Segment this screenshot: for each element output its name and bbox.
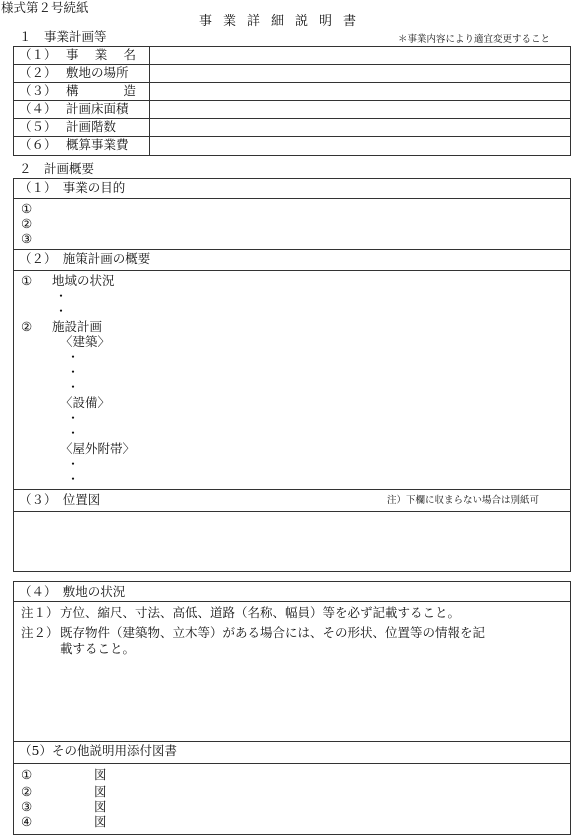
note2-text-line2: 載すること。	[60, 641, 136, 656]
purpose-item: ①	[21, 201, 33, 216]
attachment-num: ④	[21, 814, 33, 829]
attachment-label: 図	[94, 767, 107, 782]
table-row-num: （５）	[19, 119, 57, 134]
attachment-num: ①	[21, 767, 33, 782]
note-top: ＊事業内容により適宜変更すること	[398, 34, 551, 45]
note1-label: 注１）	[21, 605, 59, 620]
location-map-note: 注）下欄に収まらない場合は別紙可	[387, 495, 540, 506]
section1-heading: １ 事業計画等	[19, 29, 107, 44]
structure-label: 構 造	[66, 83, 136, 98]
overview-heading: （２） 施策計画の概要	[19, 251, 151, 266]
attachment-label: 図	[94, 784, 107, 799]
bullet: ・	[67, 380, 80, 394]
bullet: ・	[67, 426, 80, 440]
project-cost-label: 概算事業費	[66, 137, 129, 152]
note2-text-line1: 既存物件（建築物、立木等）がある場合には、その形状、位置等の情報を記	[60, 625, 486, 640]
table-row-num: （２）	[19, 65, 57, 80]
bullet: ・	[67, 457, 80, 471]
facility-plan-label: 施設計画	[52, 319, 103, 334]
purpose-heading: （１） 事業の目的	[19, 180, 126, 195]
table-row-num: （１）	[19, 47, 57, 62]
site-status-heading: （４） 敷地の状況	[19, 584, 126, 599]
table-row-num: （６）	[19, 137, 57, 152]
overview-item-num: ②	[21, 319, 33, 334]
page-title: 事業詳細説明書	[199, 14, 368, 29]
table-row-num: （３）	[19, 83, 57, 98]
bullet: ・	[67, 411, 80, 425]
overview-item-num: ①	[21, 273, 33, 288]
bullet: ・	[55, 289, 68, 303]
outdoor-subheading: 〈屋外附帯〉	[60, 441, 136, 456]
location-map-heading: （３） 位置図	[19, 492, 101, 507]
purpose-item: ③	[21, 231, 33, 246]
floor-area-label: 計画床面積	[66, 101, 129, 116]
site-location-label: 敷地の場所	[66, 65, 129, 80]
attachment-label: 図	[94, 799, 107, 814]
plan-overview-box	[13, 178, 571, 572]
attachments-heading: （5）その他説明用添付図書	[19, 743, 177, 758]
form-label: 様式第２号続紙	[1, 0, 89, 15]
section2-heading: ２ 計画概要	[19, 161, 95, 176]
bullet: ・	[67, 472, 80, 486]
attachment-num: ③	[21, 799, 33, 814]
attachment-label: 図	[94, 814, 107, 829]
note1-text: 方位、縮尺、寸法、高低、道路（名称、幅員）等を必ず記載すること。	[60, 605, 461, 620]
area-status-label: 地域の状況	[52, 273, 115, 288]
floors-label: 計画階数	[66, 119, 117, 134]
table-divider	[149, 46, 150, 156]
project-name-label: 事 業 名	[66, 47, 136, 62]
equipment-subheading: 〈設備〉	[60, 395, 111, 410]
purpose-item: ②	[21, 216, 33, 231]
bullet: ・	[67, 365, 80, 379]
bullet: ・	[67, 350, 80, 364]
building-subheading: 〈建築〉	[60, 334, 111, 349]
attachment-num: ②	[21, 784, 33, 799]
table-row-num: （４）	[19, 101, 57, 116]
bullet: ・	[55, 304, 68, 318]
note2-label: 注２）	[21, 625, 59, 640]
